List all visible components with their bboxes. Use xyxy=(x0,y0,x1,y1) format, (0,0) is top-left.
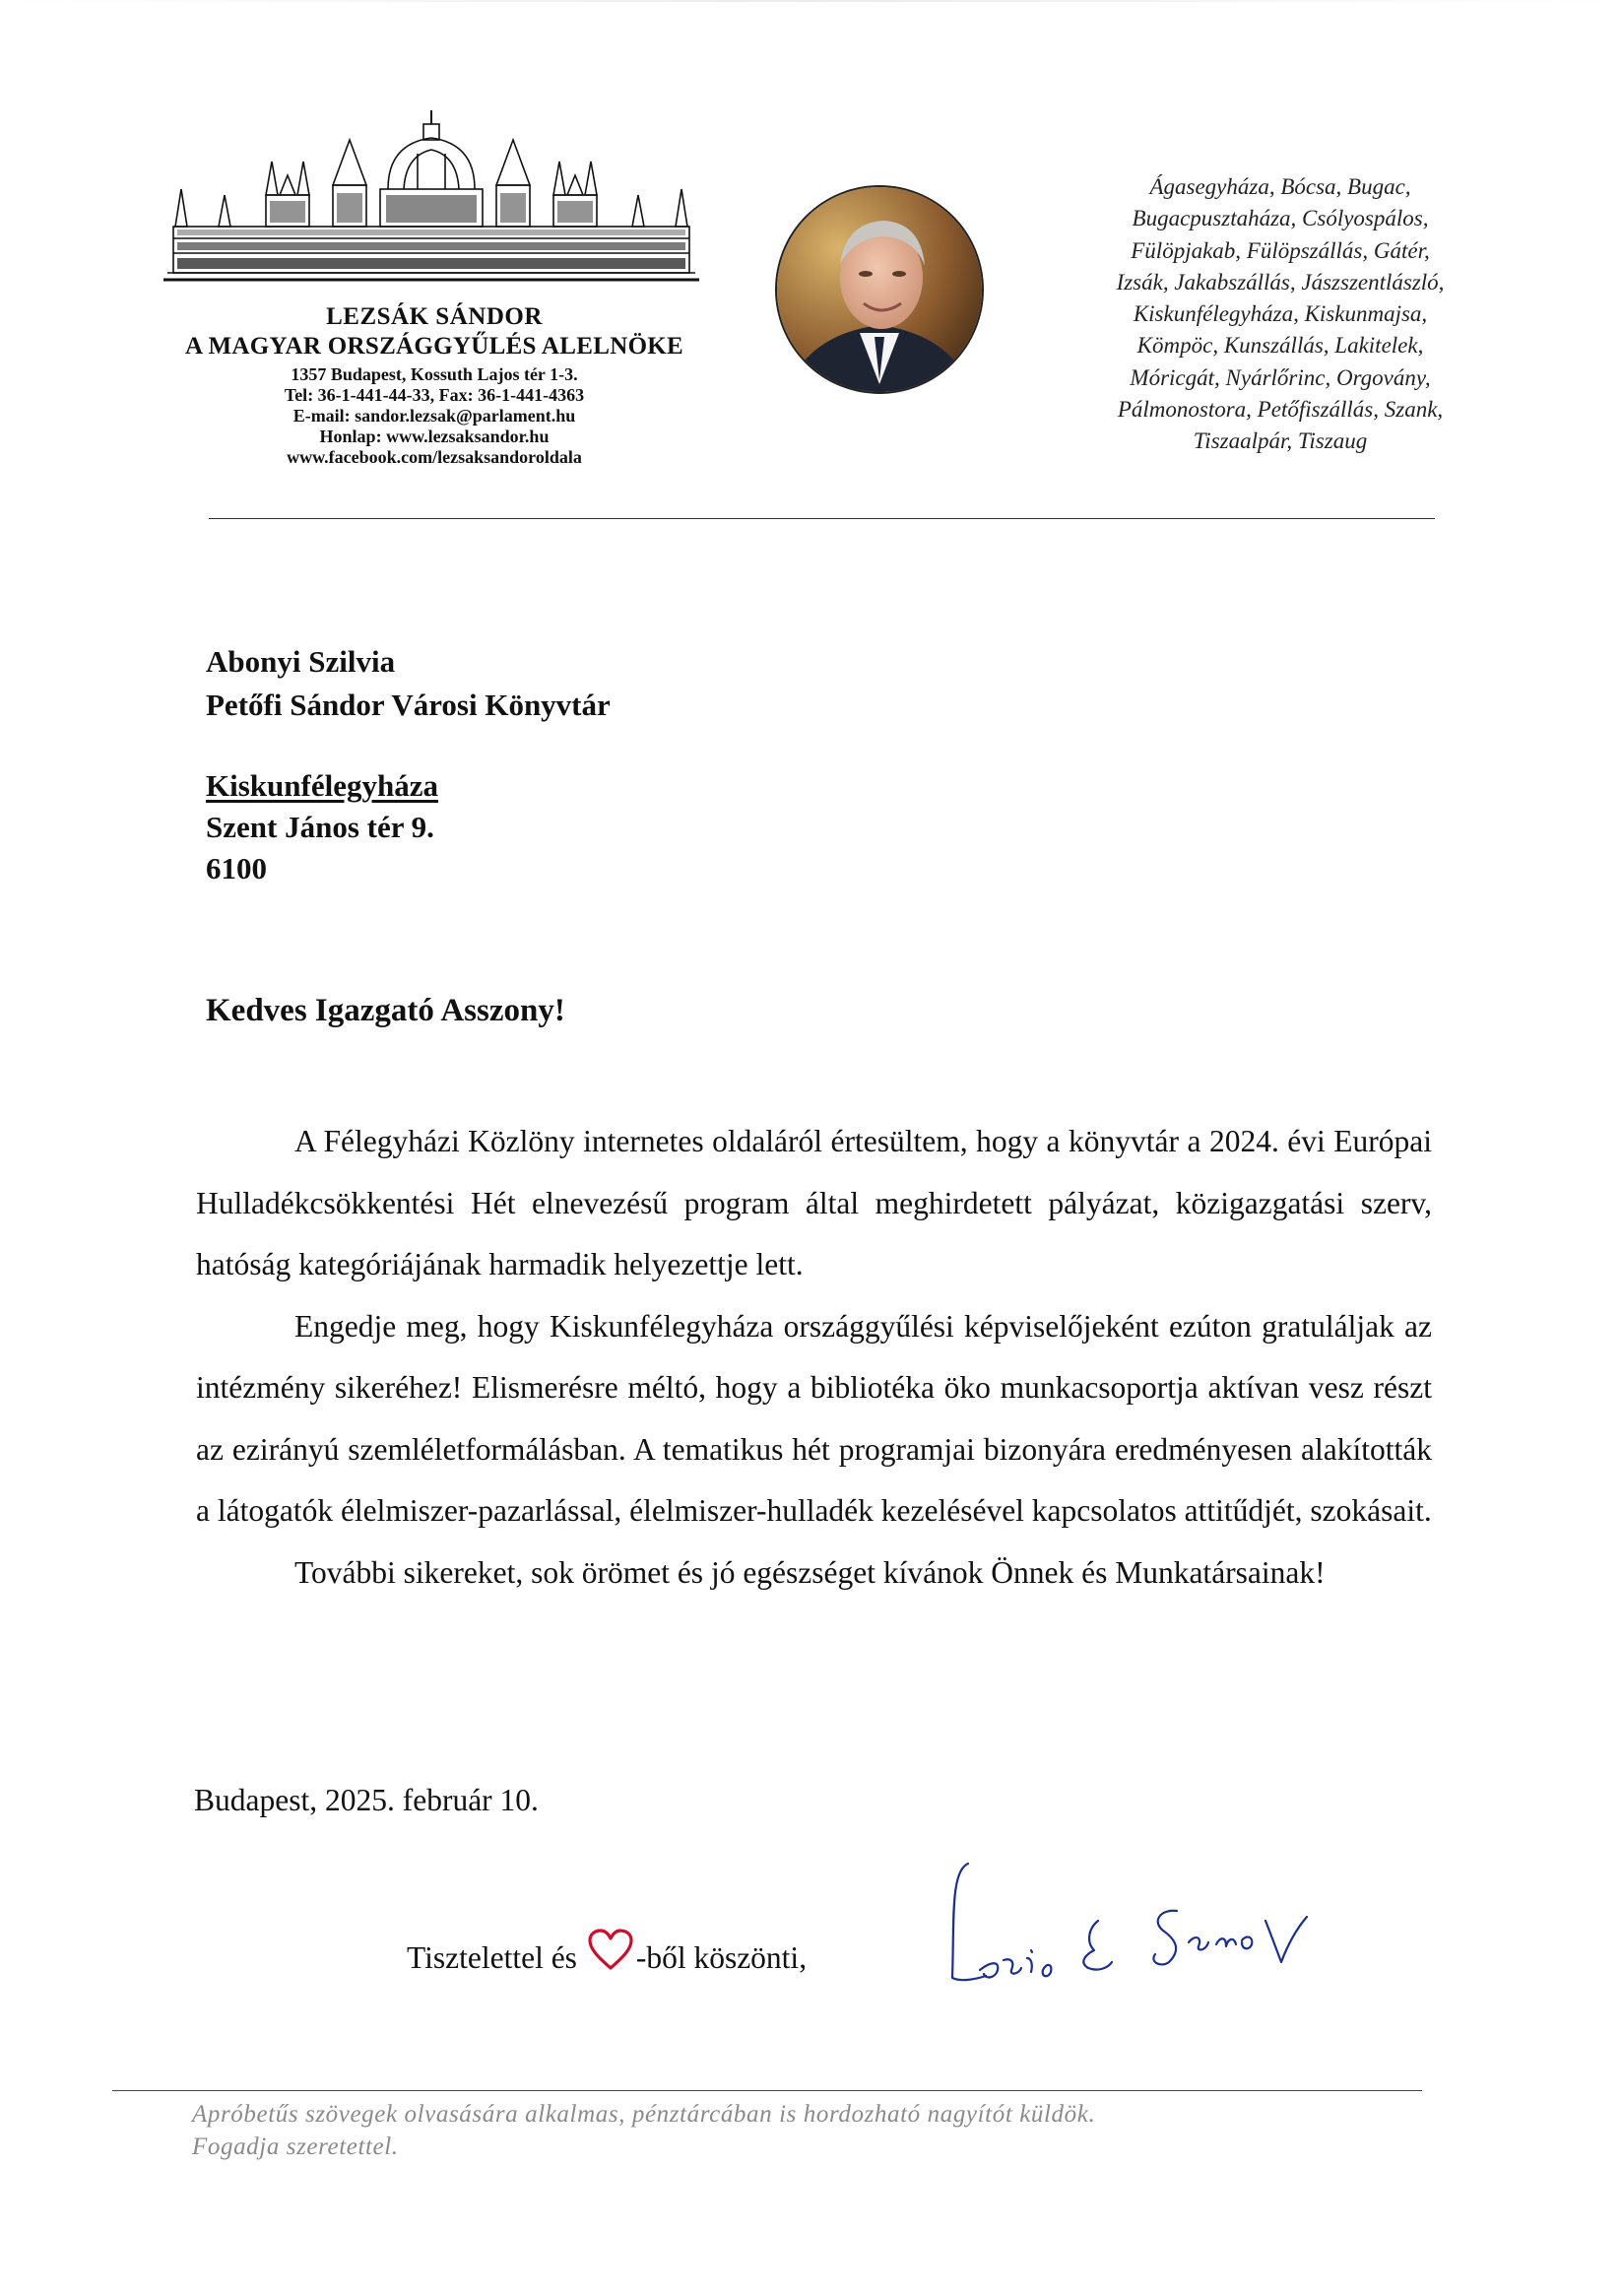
towns-line: Fülöpjakab, Fülöpszállás, Gátér, xyxy=(1131,237,1430,263)
recipient-city: Kiskunfélegyháza xyxy=(206,768,438,803)
signature-image xyxy=(940,1852,1394,2000)
footer-note-line: Apróbetűs szövegek olvasására alkalmas, pénztárcában is hordozható nagyítót küldök. xyxy=(192,2101,1096,2128)
towns-line: Tiszaalpár, Tiszaug xyxy=(1193,428,1368,454)
body-paragraph: További sikereket, sok örömet és jó egészséget kívánok Önnek és Munkatársainak! xyxy=(294,1554,1326,1590)
towns-line: Kiskunfélegyháza, Kiskunmajsa, xyxy=(1133,301,1428,327)
scan-fold-line xyxy=(0,0,1621,2)
footer-divider xyxy=(112,2090,1422,2091)
recipient-name: Abonyi Szilvia xyxy=(206,644,396,679)
sender-phone-fax: Tel: 36-1-441-44-33, Fax: 36-1-441-4363 xyxy=(284,385,585,405)
towns-line: Móricgát, Nyárlőrinc, Orgovány, xyxy=(1130,364,1431,390)
salutation: Kedves Igazgató Asszony! xyxy=(206,993,565,1028)
closing-line xyxy=(407,1929,807,1976)
towns-line: Bugacpusztaháza, Csólyospálos, xyxy=(1132,206,1429,231)
body-paragraph: A Félegyházi Közlöny internetes oldaláról értesültem, hogy a könyvtár a 2024. évi Európai Hulladékcsökkentési Hét elnevezésű program által meghirdetett pályázat, közigazgatási szerv, hatóság kategóriájának harmadik helyezettje lett. xyxy=(196,1124,1432,1281)
sender-facebook: www.facebook.com/lezsaksandoroldala xyxy=(287,447,582,467)
recipient-street: Szent János tér 9. xyxy=(206,810,434,844)
closing-text: -ből köszönti, xyxy=(635,1940,808,1975)
sender-email: E-mail: sandor.lezsak@parlament.hu xyxy=(292,406,576,426)
sender-title: A MAGYAR ORSZÁGGYŰLÉS ALELNÖKE xyxy=(184,333,684,360)
footer-note xyxy=(192,2098,1374,2163)
parliament-icon xyxy=(163,110,699,288)
towns-line: Kömpöc, Kunszállás, Lakitelek, xyxy=(1136,333,1424,359)
recipient-postcode: 6100 xyxy=(206,851,267,886)
sender-name: LEZSÁK SÁNDOR xyxy=(326,303,543,330)
towns-line: Pálmonostora, Petőfiszállás, Szank, xyxy=(1117,397,1444,423)
sender-homepage: Honlap: www.lezsaksandor.hu xyxy=(319,426,550,446)
towns-line: Izsák, Jakabszállás, Jászszentlászló, xyxy=(1116,269,1445,295)
constituency-towns xyxy=(1073,171,1487,458)
letter-body xyxy=(196,1111,1432,1604)
closing-text: Tisztelettel és xyxy=(407,1940,577,1975)
header-divider xyxy=(209,518,1435,519)
sender-address: 1357 Budapest, Kossuth Lajos tér 1-3. xyxy=(291,364,578,384)
date-line: Budapest, 2025. február 10. xyxy=(194,1783,539,1817)
heart-icon xyxy=(587,1929,634,1972)
recipient-institution: Petőfi Sándor Városi Könyvtár xyxy=(206,688,611,722)
body-paragraph: Engedje meg, hogy Kiskunfélegyháza országgyűlési képviselőjeként ezúton gratuláljak az intézmény sikeréhez! Elismerésre méltó, hogy a bibliotéka öko munkacsoportja aktívan vesz részt az ezirányú szemléletformálásban. A tematikus hét programjai bizonyára eredményesen alakították a látogatók élelmiszer-pazarlással, élelmiszer-hulladék kezelésével kapcsolatos attitűdjét, szokásait. xyxy=(196,1308,1432,1528)
sender-block xyxy=(158,303,711,468)
towns-line: Ágasegyháza, Bócsa, Bugac, xyxy=(1149,174,1411,199)
portrait-photo xyxy=(775,185,984,394)
footer-note-line: Fogadja szeretettel. xyxy=(192,2133,399,2160)
